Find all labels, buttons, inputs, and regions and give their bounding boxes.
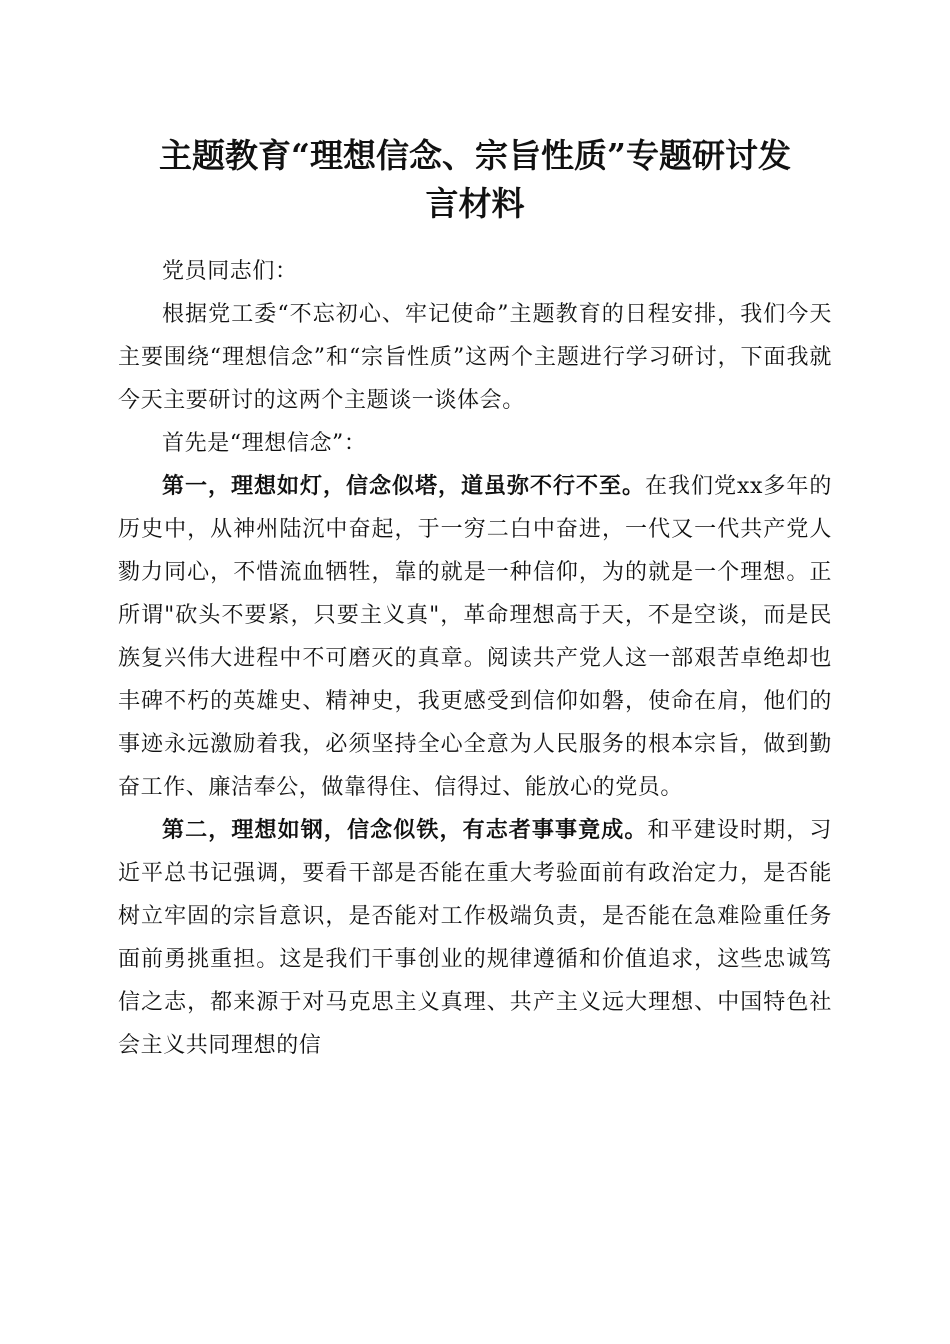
paragraph-2 xyxy=(118,809,832,1067)
title-line-2: 言材料 xyxy=(425,184,525,223)
document-body xyxy=(118,250,832,1067)
paragraph-1-lead: 第一，理想如灯，信念似塔，道虽弥不行不至。 xyxy=(162,473,645,499)
paragraph-2-lead: 第二，理想如钢，信念似铁，有志者事事竟成。 xyxy=(162,817,648,843)
title-line-1: 主题教育“理想信念、宗旨性质”专题研讨发 xyxy=(159,136,791,175)
section-heading: 首先是“理想信念”： xyxy=(162,431,367,456)
paragraph-2-text: 和平建设时期，习近平总书记强调，要看干部是否能在重大考验面前有政治定力，是否能树立牢固的宗旨意识，是否能对工作极端负责，是否能在急难险重任务面前勇挑重担。这是我们干事创业的规律遵循和价值追求，这些忠诚笃信之志，都来源于对马克思主义真理、共产主义远大理想、中国特色社会主义共同理想的信 xyxy=(118,818,832,1058)
salutation: 党员同志们： xyxy=(162,259,298,284)
paragraph-1 xyxy=(118,465,832,809)
paragraph-1-text: 在我们党xx多年的历史中，从神州陆沉中奋起，于一穷二白中奋进，一代又一代共产党人勠力同心，不惜流血牺牲，靠的就是一种信仰，为的就是一个理想。正所谓"砍头不要紧，只要主义真"，革命理想高于天，不是空谈，而是民族复兴伟大进程中不可磨灭的真章。阅读共产党人这一部艰苦卓绝却也丰碑不朽的英雄史、精神史，我更感受到信仰如磐，使命在肩，他们的事迹永远激励着我，必须坚持全心全意为人民服务的根本宗旨，做到勤奋工作、廉洁奉公，做靠得住、信得过、能放心的党员。 xyxy=(118,474,832,800)
document-title xyxy=(100,132,850,228)
intro-paragraph: 根据党工委“不忘初心、牢记使命”主题教育的日程安排，我们今天主要围绕“理想信念”和“宗旨性质”这两个主题进行学习研讨，下面我就今天主要研讨的这两个主题谈一谈体会。 xyxy=(118,302,832,413)
